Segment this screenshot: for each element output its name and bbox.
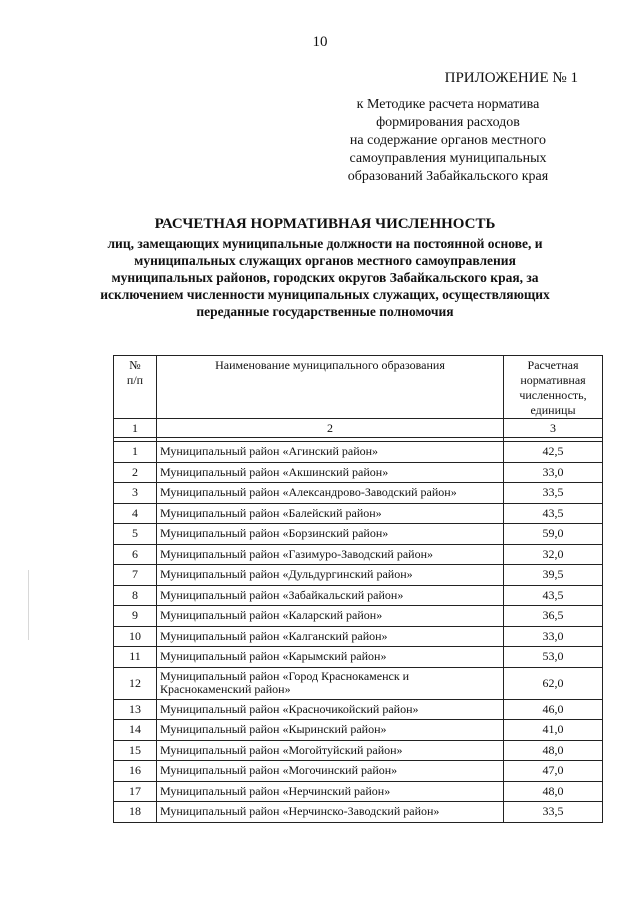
appendix-title: ПРИЛОЖЕНИЕ № 1 [444, 70, 578, 86]
norm-value: 48,0 [504, 781, 603, 802]
municipality-name: Муниципальный район «Кыринский район» [157, 720, 504, 741]
norm-value: 36,5 [504, 606, 603, 627]
norm-value: 59,0 [504, 524, 603, 545]
row-number: 12 [114, 667, 157, 699]
row-number: 14 [114, 720, 157, 741]
row-number: 15 [114, 740, 157, 761]
row-number: 3 [114, 483, 157, 504]
norm-value: 47,0 [504, 761, 603, 782]
scan-margin-mark [28, 570, 29, 640]
table-row [114, 761, 603, 782]
municipality-name [157, 667, 504, 699]
table-row [114, 781, 603, 802]
municipality-name: Муниципальный район «Борзинский район» [157, 524, 504, 545]
municipality-name: Муниципальный район «Дульдургинский район» [157, 565, 504, 586]
norm-value: 42,5 [504, 442, 603, 463]
municipality-name: Муниципальный район «Нерчинско-Заводский район» [157, 802, 504, 823]
municipality-name-line: Муниципальный район «Город Краснокаменск и [160, 669, 410, 683]
table-row [114, 647, 603, 668]
header-value-line: нормативная [520, 373, 586, 387]
table-row [114, 802, 603, 823]
table-row [114, 462, 603, 483]
table-row [114, 720, 603, 741]
appendix-line: к Методике расчета норматива [356, 97, 540, 112]
municipality-name: Муниципальный район «Балейский район» [157, 503, 504, 524]
municipality-name-line: Краснокаменский район» [160, 682, 291, 696]
table-row [114, 585, 603, 606]
municipality-name: Муниципальный район «Александрово-Заводский район» [157, 483, 504, 504]
column-index: 3 [504, 419, 603, 438]
header-num [114, 356, 157, 419]
municipality-name: Муниципальный район «Каларский район» [157, 606, 504, 627]
appendix-line: образований Забайкальского края [347, 169, 549, 184]
appendix-description [298, 96, 598, 186]
subtitle-line: лиц, замещающих муниципальные должности на постоянной основе, и [107, 236, 543, 251]
norm-value: 39,5 [504, 565, 603, 586]
row-number: 10 [114, 626, 157, 647]
norm-table [113, 355, 603, 823]
column-index: 2 [157, 419, 504, 438]
appendix-line: формирования расходов [376, 115, 520, 130]
appendix-line: самоуправления муниципальных [349, 151, 547, 166]
row-number: 2 [114, 462, 157, 483]
municipality-name: Муниципальный район «Забайкальский район» [157, 585, 504, 606]
table-row [114, 740, 603, 761]
table-row [114, 606, 603, 627]
header-value-line: Расчетная [527, 358, 579, 372]
municipality-name: Муниципальный район «Карымский район» [157, 647, 504, 668]
municipality-name: Муниципальный район «Агинский район» [157, 442, 504, 463]
row-number: 1 [114, 442, 157, 463]
row-number: 17 [114, 781, 157, 802]
header-value-line: единицы [530, 403, 576, 417]
norm-value: 62,0 [504, 667, 603, 699]
municipality-name: Муниципальный район «Могойтуйский район» [157, 740, 504, 761]
municipality-name: Муниципальный район «Могочинский район» [157, 761, 504, 782]
municipality-name: Муниципальный район «Газимуро-Заводский район» [157, 544, 504, 565]
norm-value: 33,0 [504, 462, 603, 483]
row-number: 11 [114, 647, 157, 668]
norm-value: 48,0 [504, 740, 603, 761]
table-row [114, 483, 603, 504]
row-number: 5 [114, 524, 157, 545]
table-row [114, 626, 603, 647]
header-value [504, 356, 603, 419]
header-value-line: численность, [519, 388, 587, 402]
table-row [114, 699, 603, 720]
municipality-name: Муниципальный район «Калганский район» [157, 626, 504, 647]
column-index: 1 [114, 419, 157, 438]
row-number: 13 [114, 699, 157, 720]
header-num-line: п/п [126, 373, 144, 387]
norm-value: 43,5 [504, 503, 603, 524]
subtitle-line: муниципальных служащих органов местного самоуправления [134, 253, 516, 268]
column-index-row [114, 419, 603, 438]
norm-value: 53,0 [504, 647, 603, 668]
appendix-line: на содержание органов местного [349, 133, 547, 148]
page-number: 10 [312, 34, 328, 50]
norm-value: 46,0 [504, 699, 603, 720]
row-number: 4 [114, 503, 157, 524]
municipality-name: Муниципальный район «Нерчинский район» [157, 781, 504, 802]
norm-value: 33,0 [504, 626, 603, 647]
document-subtitle [100, 235, 550, 320]
row-number: 7 [114, 565, 157, 586]
header-num-line: № [129, 358, 141, 372]
municipality-name: Муниципальный район «Красночикойский район» [157, 699, 504, 720]
subtitle-line: муниципальных районов, городских округов Забайкальского края, за [111, 270, 539, 285]
row-number: 18 [114, 802, 157, 823]
table-row [114, 667, 603, 699]
norm-value: 33,5 [504, 483, 603, 504]
norm-value: 32,0 [504, 544, 603, 565]
norm-value: 41,0 [504, 720, 603, 741]
table-row [114, 565, 603, 586]
municipality-name: Муниципальный район «Акшинский район» [157, 462, 504, 483]
row-number: 6 [114, 544, 157, 565]
table-row [114, 503, 603, 524]
subtitle-line: переданные государственные полномочия [196, 304, 454, 319]
subtitle-line: исключением численности муниципальных служащих, осуществляющих [100, 287, 550, 302]
norm-value: 43,5 [504, 585, 603, 606]
table-row [114, 524, 603, 545]
norm-value: 33,5 [504, 802, 603, 823]
table-row [114, 442, 603, 463]
row-number: 9 [114, 606, 157, 627]
row-number: 8 [114, 585, 157, 606]
table-row [114, 544, 603, 565]
table-header-row [114, 356, 603, 419]
document-title: РАСЧЕТНАЯ НОРМАТИВНАЯ ЧИСЛЕННОСТЬ [154, 216, 496, 232]
row-number: 16 [114, 761, 157, 782]
header-name: Наименование муниципального образования [157, 356, 504, 419]
